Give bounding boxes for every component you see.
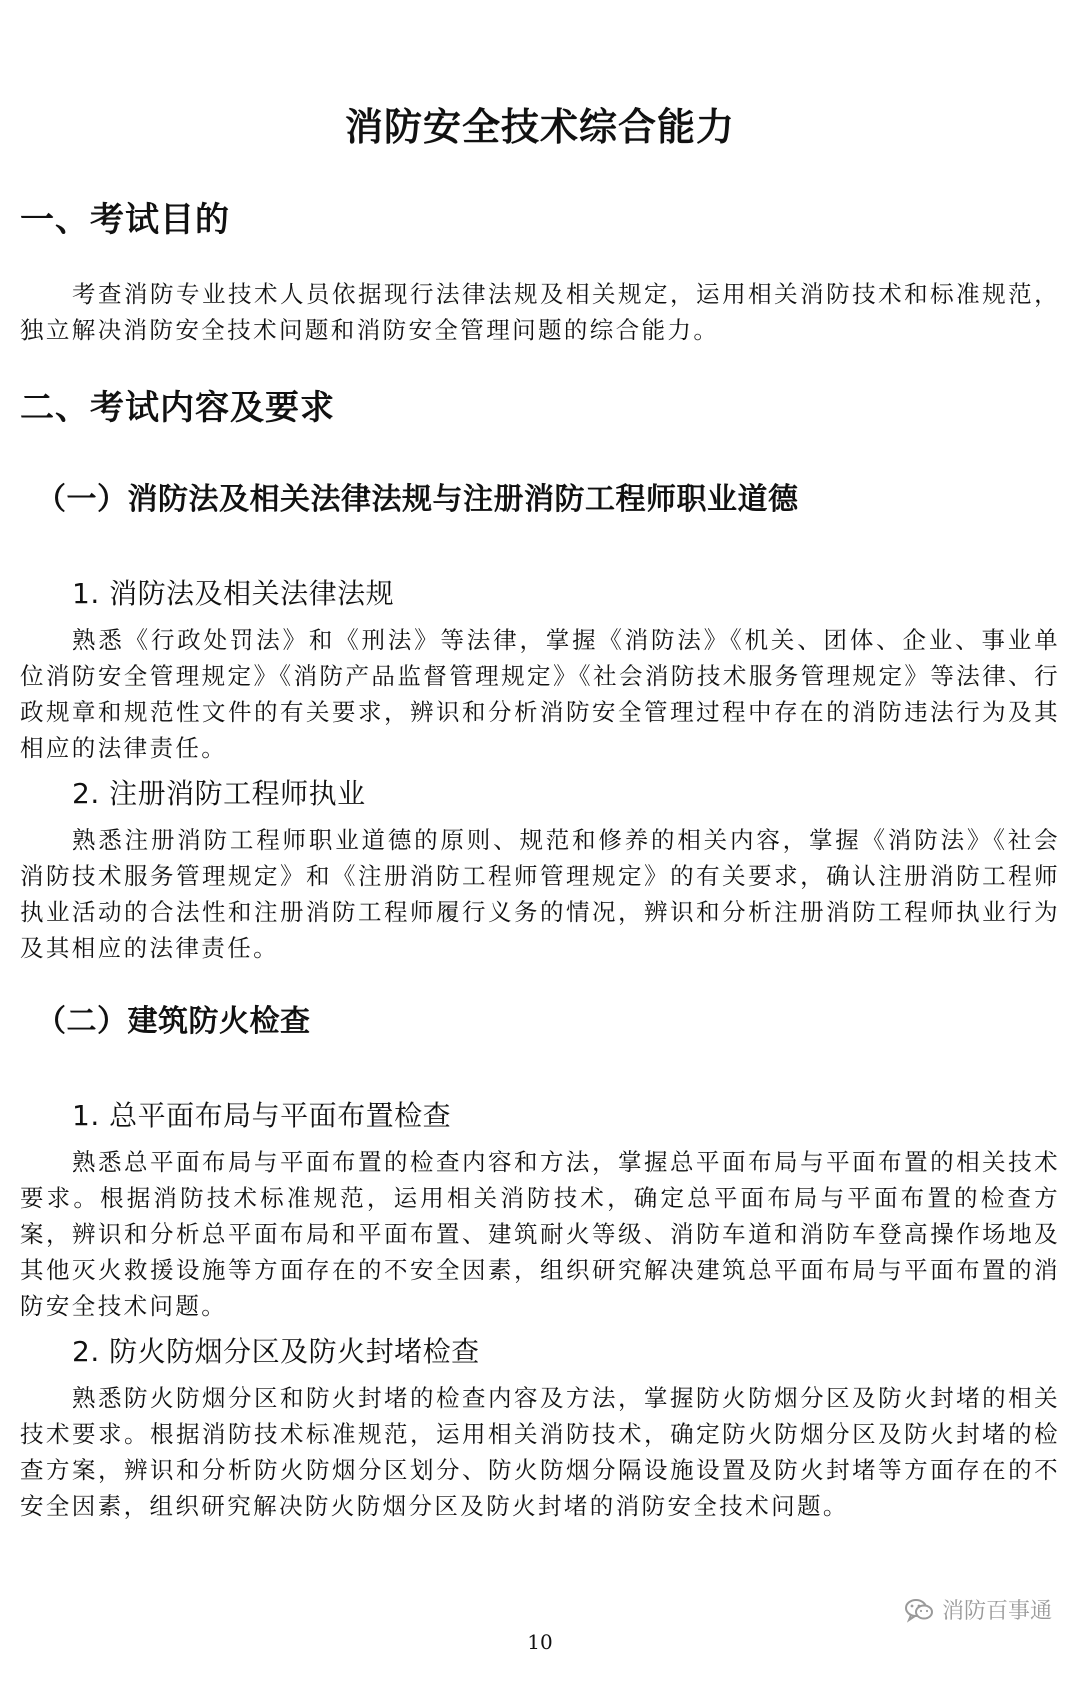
- item-heading-site-layout-inspection: 1. 总平面布局与平面布置检查: [72, 1099, 452, 1132]
- exam-purpose-paragraph: 考查消防专业技术人员依据现行法律法规及相关规定，运用相关消防技术和标准规范，独立解决消防安全技术问题和消防安全管理问题的综合能力。: [20, 280, 1060, 344]
- item-heading-fire-law-regulations: 1. 消防法及相关法律法规: [72, 577, 395, 610]
- section-heading-exam-content: 二、考试内容及要求: [20, 388, 335, 428]
- item-heading-fire-smoke-compartment-inspection: 2. 防火防烟分区及防火封堵检查: [72, 1335, 480, 1368]
- section-heading-exam-purpose: 一、考试目的: [20, 200, 230, 240]
- subsection-heading-building-fire-inspection: （二）建筑防火检查: [36, 1004, 311, 1039]
- document-title: 消防安全技术综合能力: [344, 105, 735, 149]
- watermark: [904, 1594, 1052, 1625]
- engineer-practice-paragraph: 熟悉注册消防工程师职业道德的原则、规范和修养的相关内容，掌握《消防法》《社会消防技术服务管理规定》和《注册消防工程师管理规定》的有关要求，确认注册消防工程师执业活动的合法性和注册消防工程师履行义务的情况，辨识和分析注册消防工程师执业行为及其相应的法律责任。: [20, 826, 1060, 962]
- fire-smoke-compartment-paragraph: 熟悉防火防烟分区和防火封堵的检查内容及方法，掌握防火防烟分区及防火封堵的相关技术要求。根据消防技术标准规范，运用相关消防技术，确定防火防烟分区及防火封堵的检查方案，辨识和分析防火防烟分区划分、防火防烟分隔设施设置及防火封堵等方面存在的不安全因素，组织研究解决防火防烟分区及防火封堵的消防安全技术问题。: [20, 1384, 1060, 1520]
- fire-law-regulations-paragraph: 熟悉《行政处罚法》和《刑法》等法律，掌握《消防法》《机关、团体、企业、事业单位消防安全管理规定》《消防产品监督管理规定》《社会消防技术服务管理规定》等法律、行政规章和规范性文件的有关要求，辨识和分析消防安全管理过程中存在的消防违法行为及其相应的法律责任。: [20, 626, 1060, 762]
- item-heading-engineer-practice: 2. 注册消防工程师执业: [72, 777, 366, 810]
- site-layout-inspection-paragraph: 熟悉总平面布局与平面布置的检查内容和方法，掌握总平面布局与平面布置的相关技术要求。根据消防技术标准规范，运用相关消防技术，确定总平面布局与平面布置的检查方案，辨识和分析总平面布局和平面布置、建筑耐火等级、消防车道和消防车登高操作场地及其他灭火救援设施等方面存在的不安全因素，组织研究解决建筑总平面布局与平面布置的消防安全技术问题。: [20, 1148, 1060, 1320]
- subsection-heading-fire-law: （一）消防法及相关法律法规与注册消防工程师职业道德: [36, 482, 799, 517]
- wechat-icon: [904, 1597, 934, 1623]
- page-number: 10: [527, 1630, 553, 1654]
- watermark-text: 消防百事通: [941, 1599, 1052, 1624]
